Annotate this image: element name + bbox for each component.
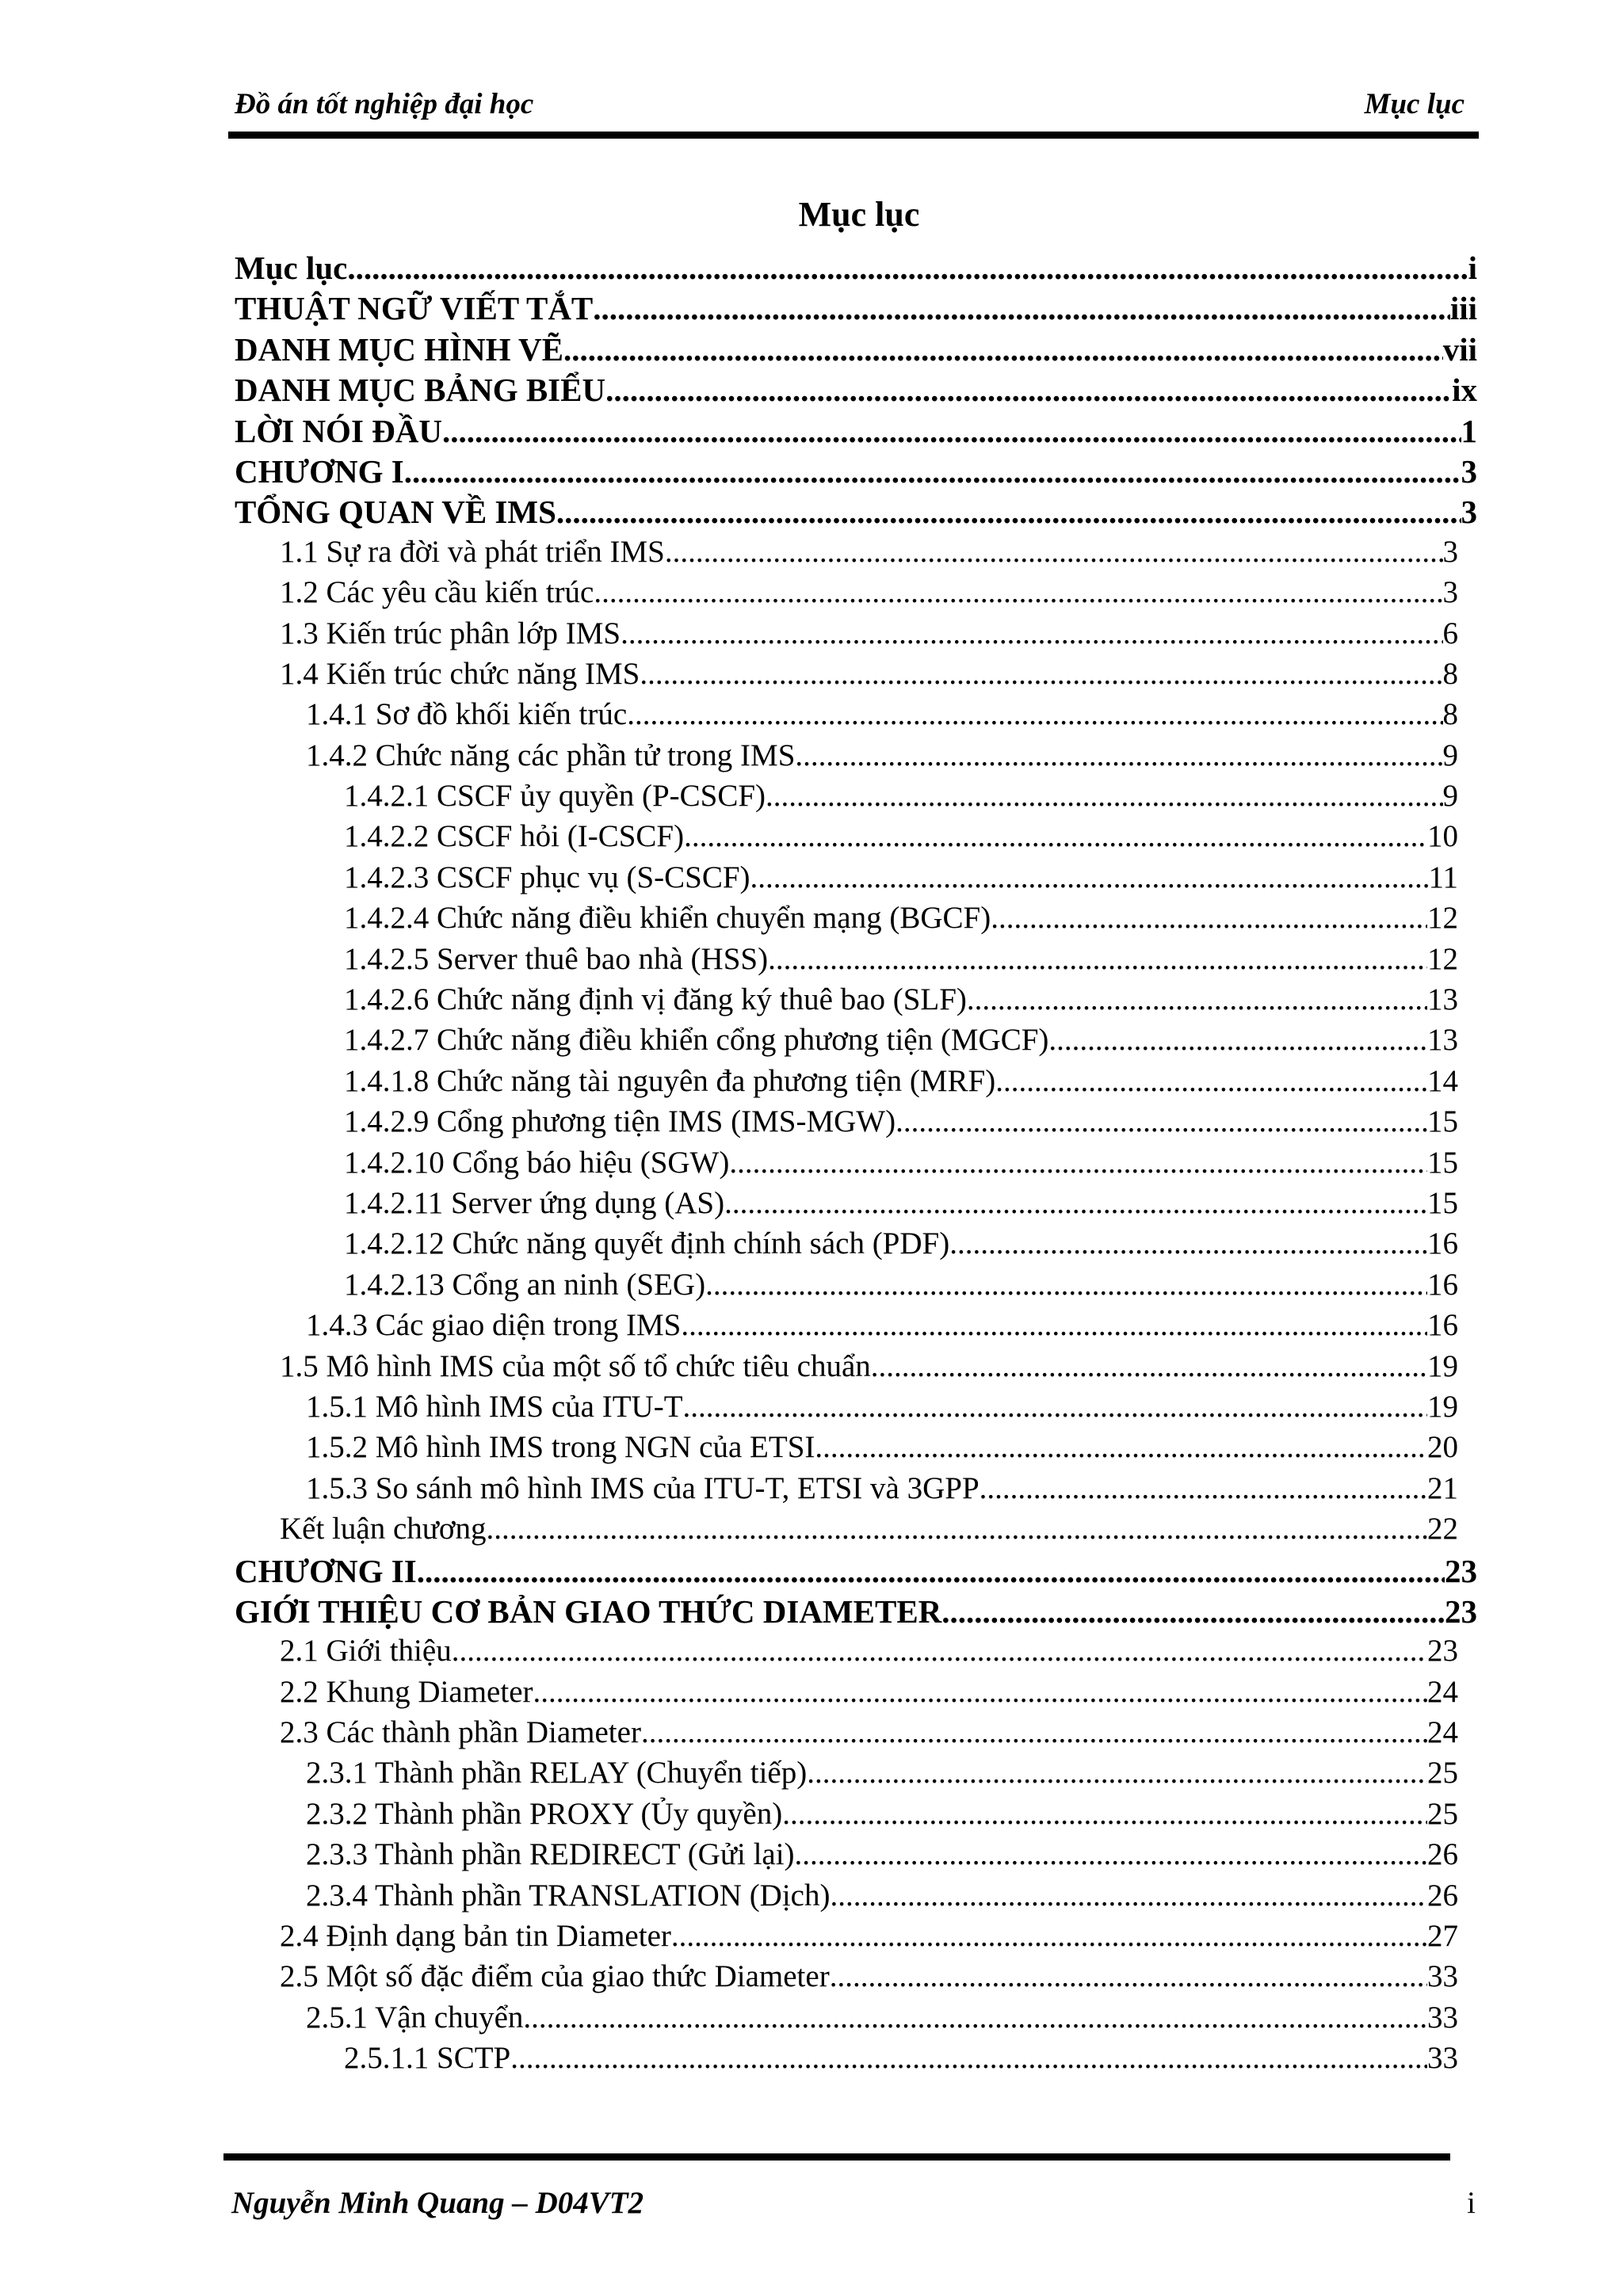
toc-entry-page: 26 bbox=[1427, 1878, 1458, 1913]
footer-author: Nguyễn Minh Quang – D04VT2 bbox=[231, 2186, 644, 2220]
toc-entry[interactable] bbox=[235, 2000, 1477, 2040]
toc-leader-dots bbox=[594, 574, 1442, 610]
toc-leader-dots bbox=[510, 2040, 1427, 2076]
toc-leader-dots bbox=[684, 818, 1427, 854]
toc-entry-label: 1.5.3 So sánh mô hình IMS của ITU-T, ETSI và 3GPP bbox=[306, 1470, 980, 1505]
toc-entry-label: 1.1 Sự ra đời và phát triển IMS bbox=[280, 534, 665, 569]
toc-leader-dots bbox=[621, 616, 1442, 651]
toc-entry[interactable] bbox=[235, 900, 1477, 940]
toc-entry-label: Kết luận chương bbox=[280, 1512, 487, 1547]
toc-entry[interactable] bbox=[235, 1918, 1477, 1958]
toc-entry[interactable] bbox=[235, 412, 1477, 452]
toc-entry[interactable] bbox=[235, 1185, 1477, 1226]
toc-entry[interactable] bbox=[235, 1389, 1477, 1429]
toc-entry-page: 3 bbox=[1442, 534, 1458, 569]
toc-entry-page: 27 bbox=[1427, 1919, 1458, 1954]
header-rule bbox=[228, 132, 1479, 139]
toc-entry-label: 2.2 Khung Diameter bbox=[280, 1674, 533, 1709]
toc-entry[interactable] bbox=[235, 1063, 1477, 1104]
toc-entry-label: 2.3.2 Thành phần PROXY (Ủy quyền) bbox=[306, 1796, 783, 1831]
toc-entry[interactable] bbox=[235, 1633, 1477, 1673]
toc-entry[interactable] bbox=[235, 1592, 1477, 1633]
toc-entry[interactable] bbox=[235, 1958, 1477, 1999]
toc-entry-label: 2.3.1 Thành phần RELAY (Chuyển tiếp) bbox=[306, 1756, 808, 1791]
toc-leader-dots bbox=[766, 778, 1442, 814]
toc-leader-dots bbox=[452, 1633, 1427, 1669]
toc-entry-label: 2.5 Một số đặc điểm của giao thức Diameter bbox=[280, 1959, 830, 1994]
toc-leader-dots bbox=[523, 2000, 1427, 2035]
toc-entry-page: i bbox=[1468, 250, 1477, 286]
toc-entry-label: 2.4 Định dạng bản tin Diameter bbox=[280, 1919, 671, 1954]
toc-entry[interactable] bbox=[235, 1429, 1477, 1470]
toc-leader-dots bbox=[563, 330, 1443, 368]
toc-entry-label: CHƯƠNG II bbox=[235, 1552, 417, 1589]
toc-entry-label: 1.4.3 Các giao diện trong IMS bbox=[306, 1308, 682, 1343]
toc-entry-label: 2.3.3 Thành phần REDIRECT (Gửi lại) bbox=[306, 1837, 795, 1872]
toc-entry-label: DANH MỤC BẢNG BIỂU bbox=[235, 372, 606, 409]
header-section-name: Mục lục bbox=[1364, 88, 1465, 120]
toc-entry-page: 9 bbox=[1442, 779, 1458, 814]
toc-entry-page: 23 bbox=[1445, 1592, 1477, 1630]
toc-entry-label: Mục lục bbox=[235, 250, 348, 286]
toc-entry-label: 1.2 Các yêu cầu kiến trúc bbox=[280, 575, 594, 610]
toc-entry[interactable] bbox=[235, 656, 1477, 696]
toc-leader-dots bbox=[980, 1470, 1427, 1506]
toc-entry-label: 1.4.1 Sơ đồ khối kiến trúc bbox=[306, 697, 628, 732]
toc-entry-page: 24 bbox=[1427, 1674, 1458, 1709]
page-header bbox=[230, 86, 1479, 132]
toc-leader-dots bbox=[640, 656, 1442, 692]
toc-entry-page: 33 bbox=[1427, 2041, 1458, 2076]
toc-entry-page: 19 bbox=[1427, 1389, 1458, 1424]
toc-entry[interactable] bbox=[235, 1307, 1477, 1348]
toc-entry-label: 1.4.2.3 CSCF phục vụ (S-CSCF) bbox=[344, 860, 750, 894]
toc-entry-page: 33 bbox=[1427, 2000, 1458, 2035]
toc-entry-label: 1.5.1 Mô hình IMS của ITU-T bbox=[306, 1389, 683, 1424]
toc-entry-label: 1.3 Kiến trúc phân lớp IMS bbox=[280, 616, 621, 650]
toc-entry[interactable] bbox=[235, 1022, 1477, 1062]
toc-leader-dots bbox=[949, 1226, 1427, 1261]
toc-entry-page: 16 bbox=[1427, 1308, 1458, 1343]
toc-entry[interactable] bbox=[235, 1470, 1477, 1511]
toc-entry-page: 3 bbox=[1442, 575, 1458, 610]
toc-entry-label: 1.4.2.12 Chức năng quyết định chính sách (PDF) bbox=[344, 1226, 950, 1261]
toc-leader-dots bbox=[487, 1511, 1427, 1547]
toc-entry[interactable] bbox=[235, 1796, 1477, 1836]
toc-entry-page: 8 bbox=[1442, 656, 1458, 691]
toc-entry[interactable] bbox=[235, 2040, 1477, 2081]
toc-entry[interactable] bbox=[235, 1348, 1477, 1389]
toc-entry-label: 2.5.1 Vận chuyển bbox=[306, 2000, 524, 2035]
toc-leader-dots bbox=[593, 289, 1450, 327]
toc-entry-page: 33 bbox=[1427, 1959, 1458, 1994]
toc-entry-label: 1.4.2.5 Server thuê bao nhà (HSS) bbox=[344, 941, 769, 976]
toc-leader-dots bbox=[671, 1918, 1427, 1954]
toc-leader-dots bbox=[1048, 1022, 1427, 1058]
toc-leader-dots bbox=[605, 371, 1452, 409]
toc-entry-page: 14 bbox=[1427, 1063, 1458, 1098]
toc-entry-label: THUẬT NGỮ VIẾT TẮT bbox=[235, 290, 594, 327]
toc-leader-dots bbox=[665, 534, 1443, 570]
header-document-type: Đồ án tốt nghiệp đại học bbox=[235, 88, 534, 120]
toc-entry-label: 1.4.2.9 Cổng phương tiện IMS (IMS-MGW) bbox=[344, 1104, 896, 1139]
toc-leader-dots bbox=[724, 1185, 1427, 1221]
toc-entry-page: 22 bbox=[1427, 1512, 1458, 1547]
toc-entry-label: 1.4.1.8 Chức năng tài nguyên đa phương tiện (MRF) bbox=[344, 1063, 996, 1098]
toc-entry[interactable] bbox=[235, 1552, 1477, 1592]
toc-entry-page: 10 bbox=[1427, 819, 1458, 854]
toc-entry[interactable] bbox=[235, 1104, 1477, 1144]
toc-leader-dots bbox=[896, 1104, 1427, 1139]
toc-entry-page: 23 bbox=[1427, 1634, 1458, 1669]
toc-entry-page: 25 bbox=[1427, 1796, 1458, 1831]
toc-leader-dots bbox=[991, 900, 1427, 936]
toc-entry-label: 1.4 Kiến trúc chức năng IMS bbox=[280, 656, 640, 691]
toc-entry[interactable] bbox=[235, 493, 1477, 533]
toc-entry-label: 1.4.2.6 Chức năng định vị đăng ký thuê bao (SLF) bbox=[344, 982, 967, 1017]
toc-entry-label: GIỚI THIỆU CƠ BẢN GIAO THỨC DIAMETER bbox=[235, 1592, 942, 1630]
toc-entry[interactable] bbox=[235, 982, 1477, 1022]
toc-entry[interactable] bbox=[235, 941, 1477, 982]
toc-entry-page: ix bbox=[1452, 372, 1477, 409]
toc-leader-dots bbox=[533, 1674, 1427, 1710]
toc-entry-page: 8 bbox=[1442, 697, 1458, 732]
toc-entry-label: 1.4.2.10 Cổng báo hiệu (SGW) bbox=[344, 1145, 730, 1180]
toc-entry-page: 15 bbox=[1427, 1185, 1458, 1220]
toc-entry[interactable] bbox=[235, 616, 1477, 656]
toc-entry-label: 2.3 Các thành phần Diameter bbox=[280, 1715, 641, 1750]
toc-entry-page: 15 bbox=[1427, 1104, 1458, 1139]
toc-leader-dots bbox=[782, 1796, 1427, 1832]
toc-entry-page: 20 bbox=[1427, 1430, 1458, 1465]
toc-entry[interactable] bbox=[235, 534, 1477, 574]
toc-entry[interactable] bbox=[235, 1511, 1477, 1551]
toc-entry[interactable] bbox=[235, 1878, 1477, 1918]
toc-leader-dots bbox=[729, 1145, 1427, 1180]
toc-leader-dots bbox=[683, 1389, 1427, 1425]
toc-entry[interactable] bbox=[235, 818, 1477, 859]
toc-leader-dots bbox=[681, 1307, 1427, 1343]
toc-entry-page: 3 bbox=[1461, 452, 1477, 490]
toc-entry-page: 23 bbox=[1445, 1552, 1477, 1589]
toc-entry[interactable] bbox=[235, 249, 1477, 289]
toc-leader-dots bbox=[404, 452, 1461, 490]
toc-leader-dots bbox=[871, 1348, 1427, 1384]
toc-leader-dots bbox=[627, 696, 1442, 732]
toc-entry-label: 2.5.1.1 SCTP bbox=[344, 2041, 511, 2076]
toc-entry-label: 1.4.2.11 Server ứng dụng (AS) bbox=[344, 1185, 725, 1220]
toc-entry-page: 16 bbox=[1427, 1226, 1458, 1261]
toc-entry-page: 16 bbox=[1427, 1267, 1458, 1302]
toc-entry[interactable] bbox=[235, 778, 1477, 818]
toc-leader-dots bbox=[347, 249, 1468, 287]
toc-leader-dots bbox=[556, 493, 1461, 531]
toc-entry-label: DANH MỤC HÌNH VẼ bbox=[235, 330, 563, 368]
toc-entry[interactable] bbox=[235, 1714, 1477, 1755]
toc-entry-page: 12 bbox=[1427, 901, 1458, 936]
toc-entry-page: 24 bbox=[1427, 1715, 1458, 1750]
toc-leader-dots bbox=[830, 1878, 1427, 1913]
toc-entry[interactable] bbox=[235, 574, 1477, 615]
toc-leader-dots bbox=[807, 1755, 1427, 1791]
toc-entry-page: 1 bbox=[1461, 412, 1477, 449]
toc-entry[interactable] bbox=[235, 289, 1477, 330]
toc-leader-dots bbox=[795, 738, 1442, 773]
toc-entry[interactable] bbox=[235, 452, 1477, 493]
toc-entry-label: 2.1 Giới thiệu bbox=[280, 1634, 452, 1669]
footer-page-number: i bbox=[1467, 2186, 1476, 2220]
toc-entry-page: 13 bbox=[1427, 982, 1458, 1017]
toc-entry-label: 1.4.2.4 Chức năng điều khiển chuyển mạng (BGCF) bbox=[344, 901, 991, 936]
toc-entry-label: 1.4.2.1 CSCF ủy quyền (P-CSCF) bbox=[344, 779, 766, 814]
toc-entry-page: 13 bbox=[1427, 1023, 1458, 1058]
toc-entry[interactable] bbox=[235, 1674, 1477, 1714]
toc-entry-label: 1.5.2 Mô hình IMS trong NGN của ETSI bbox=[306, 1430, 815, 1465]
toc-entry-label: LỜI NÓI ĐẦU bbox=[235, 412, 442, 449]
toc-leader-dots bbox=[941, 1592, 1445, 1630]
toc-leader-dots bbox=[995, 1063, 1427, 1099]
toc-entry-page: 15 bbox=[1427, 1145, 1458, 1180]
toc-entry-label: 2.3.4 Thành phần TRANSLATION (Dịch) bbox=[306, 1878, 831, 1913]
toc-entry-label: CHƯƠNG I bbox=[235, 452, 404, 490]
toc-entry-page: 9 bbox=[1442, 738, 1458, 772]
toc-leader-dots bbox=[815, 1429, 1427, 1465]
toc-entry[interactable] bbox=[235, 330, 1477, 371]
toc-entry-page: 25 bbox=[1427, 1756, 1458, 1791]
toc-entry-label: 1.4.2.7 Chức năng điều khiển cổng phương tiện (MGCF) bbox=[344, 1023, 1049, 1058]
footer-rule bbox=[223, 2153, 1450, 2161]
toc-entry[interactable] bbox=[235, 371, 1477, 411]
toc-entry-page: vii bbox=[1442, 330, 1477, 368]
toc-leader-dots bbox=[830, 1958, 1427, 1994]
toc-leader-dots bbox=[641, 1714, 1427, 1750]
toc-entry[interactable] bbox=[235, 860, 1477, 900]
toc-entry-page: 19 bbox=[1427, 1348, 1458, 1383]
toc-entry-label: TỔNG QUAN VỀ IMS bbox=[235, 494, 556, 531]
toc-leader-dots bbox=[417, 1552, 1445, 1590]
toc-entry[interactable] bbox=[235, 1755, 1477, 1795]
toc-entry-label: 1.4.2 Chức năng các phần tử trong IMS bbox=[306, 738, 796, 772]
toc-entry[interactable] bbox=[235, 696, 1477, 737]
toc-leader-dots bbox=[750, 860, 1429, 895]
toc-entry-page: 6 bbox=[1442, 616, 1458, 650]
toc-leader-dots bbox=[768, 941, 1427, 977]
toc-entry-label: 1.5 Mô hình IMS của một số tổ chức tiêu chuẩn bbox=[280, 1348, 871, 1383]
toc-entry[interactable] bbox=[235, 1145, 1477, 1185]
toc-leader-dots bbox=[442, 412, 1461, 450]
toc-entry-page: 11 bbox=[1428, 860, 1458, 894]
toc-entry-page: iii bbox=[1449, 290, 1477, 327]
toc-entry-label: 1.4.2.13 Cổng an ninh (SEG) bbox=[344, 1267, 706, 1302]
toc-entry-label: 1.4.2.2 CSCF hỏi (I-CSCF) bbox=[344, 819, 685, 854]
toc-entry[interactable] bbox=[235, 1226, 1477, 1266]
table-of-contents bbox=[235, 249, 1477, 2081]
toc-leader-dots bbox=[795, 1836, 1427, 1872]
toc-entry[interactable] bbox=[235, 738, 1477, 778]
toc-entry-page: 12 bbox=[1427, 941, 1458, 976]
toc-entry[interactable] bbox=[235, 1836, 1477, 1877]
toc-leader-dots bbox=[705, 1267, 1427, 1302]
toc-entry-page: 26 bbox=[1427, 1837, 1458, 1872]
page-title: Mục lục bbox=[798, 195, 920, 234]
toc-entry-page: 3 bbox=[1461, 494, 1477, 531]
toc-leader-dots bbox=[967, 982, 1427, 1017]
toc-entry-page: 21 bbox=[1427, 1470, 1458, 1505]
toc-entry[interactable] bbox=[235, 1267, 1477, 1307]
